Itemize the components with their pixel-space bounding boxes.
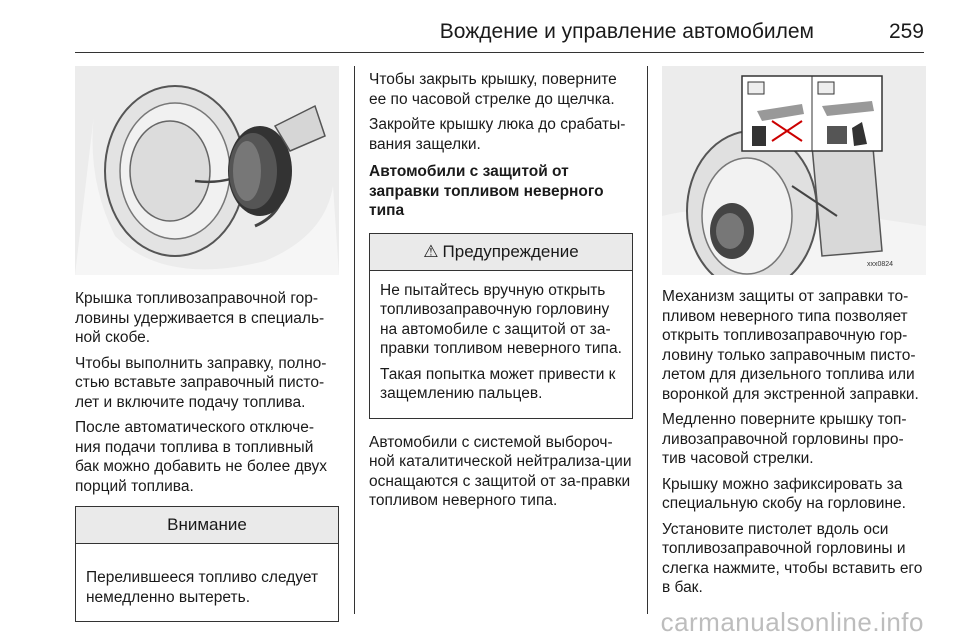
notice-box [75, 506, 339, 622]
paragraph: Автомобили с системой выбороч-ной каталитической нейтрализа-ции оснащаются с защитой от за-правки топливом неверного типа. [369, 433, 632, 509]
paragraph: Крышка топливозаправочной гор-ловины удерживается в специаль-ной скобе. [75, 290, 325, 346]
misfuel-protection-icon [662, 66, 926, 275]
watermark: carmanualsonline.info [660, 607, 924, 637]
paragraph: Крышку можно зафиксировать за специальную скобу на горловине. [662, 475, 906, 512]
column-2 [369, 70, 633, 517]
fuel-cap-open-icon [75, 66, 339, 275]
notice-text: Перелившееся топливо следует немедленно вытереть. [86, 569, 319, 606]
paragraph: Закройте крышку люка до срабаты-вания защелки. [369, 116, 626, 153]
paragraph: Чтобы закрыть крышку, поверните ее по часовой стрелке до щелчка. [369, 71, 617, 108]
paragraph: Установите пистолет вдоль оси топливозаправочной горловины и слегка нажмите, чтобы вставить его в бак. [662, 520, 923, 596]
figure-label: xxx0824 [867, 261, 894, 268]
page-header [75, 0, 924, 53]
warning-text: Не пытайтесь вручную открыть топливозаправочную горловину на автомобиле с защитой от за-правки топливом неверного типа. [380, 281, 622, 357]
paragraph: Чтобы выполнить заправку, полно-стью вставьте заправочный писто-лет и включите подачу топлива. [75, 354, 327, 411]
paragraph: После автоматического отключе-ния подачи топлива в топливный бак можно добавить не более двух порций топлива. [75, 419, 328, 495]
paragraph: Медленно поверните крышку топ-ливозаправочной горловины про-тив часовой стрелки. [662, 411, 907, 467]
paragraph: Механизм защиты от заправки то-пливом неверного типа позволяет открыть топливозаправочную гор-ловину только заправочным писто-летом для дизельного топлива или воронкой для экстренной заправки. [662, 288, 919, 403]
page-number: 259 [888, 20, 924, 43]
column-divider-2 [647, 66, 648, 614]
column-3 [662, 66, 926, 604]
warning-box [369, 233, 633, 419]
notice-title: Внимание [76, 507, 338, 544]
warning-text: Такая попытка может привести к защемлению пальцев. [380, 365, 616, 402]
warning-triangle-icon: ⚠ [423, 241, 439, 261]
section-heading: Автомобили с защитой от заправки топливом неверного типа [369, 163, 604, 219]
page-title: Вождение и управление автомобилем [439, 20, 814, 43]
warning-title: Предупреждение [442, 241, 579, 261]
column-1 [75, 66, 339, 622]
warning-header [370, 234, 632, 271]
column-divider-1 [354, 66, 355, 614]
